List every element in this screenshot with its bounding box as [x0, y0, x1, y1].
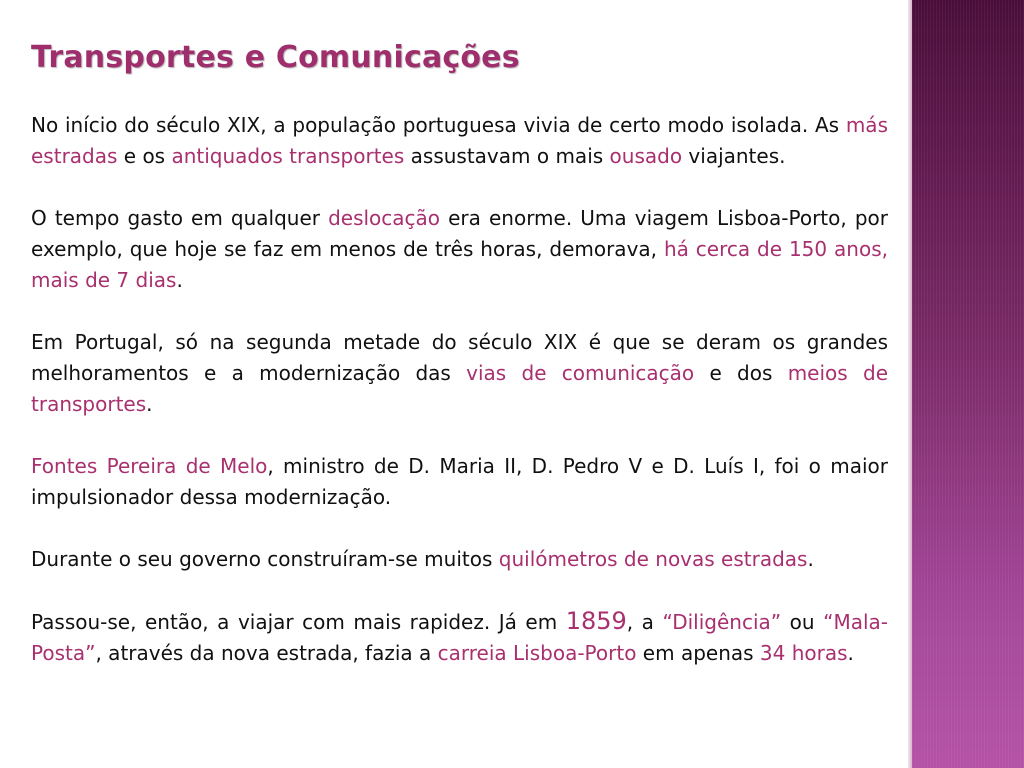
highlighted-phrase: há cerca de 150 anos, mais de 7 dias: [31, 237, 888, 292]
highlighted-phrase: más estradas: [31, 113, 888, 168]
paragraph: [31, 110, 888, 172]
paragraph: [31, 327, 888, 420]
paragraph-text: .: [807, 547, 814, 571]
paragraph-text: Durante o seu governo construíram-se muitos: [31, 547, 499, 571]
paragraph-text: viajantes.: [682, 144, 786, 168]
highlighted-phrase: antiquados transportes: [171, 144, 405, 168]
paragraph-text: O tempo gasto em qualquer: [31, 206, 329, 230]
highlighted-phrase: ousado: [609, 144, 683, 168]
highlighted-phrase: carreia Lisboa-Porto: [437, 641, 637, 665]
paragraph-text: , através da nova estrada, fazia a: [95, 641, 438, 665]
paragraph-text: e os: [117, 144, 172, 168]
highlighted-year: 1859: [565, 607, 627, 635]
paragraph-text: , ministro de D. Maria II, D. Pedro V e D. Luís I, foi o maior impulsionador dessa modernização.: [31, 454, 888, 509]
paragraph: [31, 203, 888, 296]
highlighted-phrase: deslocação: [328, 206, 441, 230]
highlighted-phrase: quilómetros de novas estradas: [498, 547, 808, 571]
paragraph-text: , a: [626, 610, 663, 634]
slide-title: Transportes e Comunicações: [31, 40, 520, 75]
paragraph-text: assustavam o mais: [404, 144, 610, 168]
paragraph: [31, 544, 888, 575]
paragraph: [31, 451, 888, 513]
paragraph-text: .: [146, 392, 153, 416]
highlighted-phrase: meios de transportes: [31, 361, 888, 416]
paragraph-text: .: [847, 641, 854, 665]
paragraph: [31, 606, 888, 669]
decorative-side-band: [912, 0, 1024, 768]
paragraph-text: ou: [781, 610, 824, 634]
paragraph-text: em apenas: [636, 641, 760, 665]
highlighted-phrase: vias de comunicação: [466, 361, 695, 385]
paragraph-text: .: [176, 268, 183, 292]
highlighted-phrase: Fontes Pereira de Melo: [31, 454, 268, 478]
paragraph-text: Em Portugal, só na segunda metade do século XIX é que se deram os grandes melhoramentos e a modernização das: [31, 330, 888, 385]
highlighted-phrase: “Mala-Posta”: [31, 610, 888, 665]
paragraph-text: No início do século XIX, a população portuguesa vivia de certo modo isolada. As: [31, 113, 846, 137]
paragraph-text: Passou-se, então, a viajar com mais rapidez. Já em: [31, 610, 566, 634]
paragraph-text: e dos: [694, 361, 788, 385]
highlighted-phrase: “Diligência”: [662, 610, 782, 634]
paragraph-text: era enorme. Uma viagem Lisboa-Porto, por exemplo, que hoje se faz em menos de três horas, demorava,: [31, 206, 888, 261]
highlighted-phrase: 34 horas: [759, 641, 848, 665]
slide-body: [31, 110, 888, 700]
